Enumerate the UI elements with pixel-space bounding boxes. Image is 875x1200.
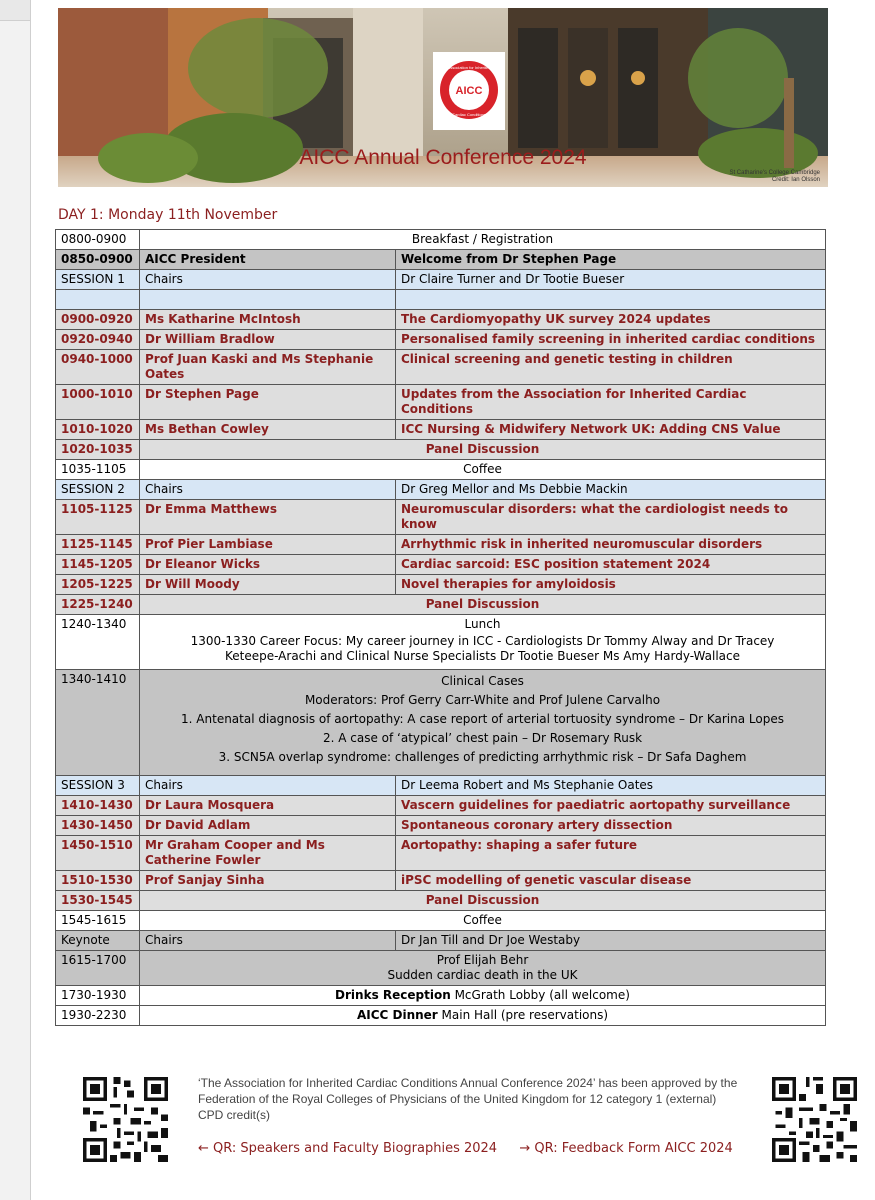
keynote-cell <box>140 951 826 986</box>
table-row <box>56 615 826 670</box>
time-cell: 1020-1035 <box>56 440 140 460</box>
table-row <box>56 1006 826 1026</box>
qr-code-feedback[interactable] <box>772 1077 857 1162</box>
logo-top-text: Association for Inherited <box>447 65 491 70</box>
credit-line-1: St Catharine's College Cambridge <box>729 170 820 176</box>
table-row <box>56 250 826 270</box>
cpd-approval-text: ‘The Association for Inherited Cardiac Conditions Annual Conference 2024’ has been approved by the Federation of the Royal Colleges of Physicians of the United Kingdom for 12 category 1 (external) CPD credit(s) <box>198 1076 738 1122</box>
qr-code-speakers[interactable] <box>83 1077 168 1162</box>
time-cell: 1205-1225 <box>56 575 140 595</box>
speaker-cell: Dr Will Moody <box>140 575 396 595</box>
table-row <box>56 670 826 776</box>
time-cell: 0800-0900 <box>56 230 140 250</box>
credit-line-2: Credit: Ian Olsson <box>771 177 820 183</box>
table-row <box>56 986 826 1006</box>
chairs-names: Dr Jan Till and Dr Joe Westaby <box>396 931 826 951</box>
time-cell: 1010-1020 <box>56 420 140 440</box>
table-row <box>56 816 826 836</box>
time-cell: 1930-2230 <box>56 1006 140 1026</box>
time-cell: 1145-1205 <box>56 555 140 575</box>
chairs-names: Dr Leema Robert and Ms Stephanie Oates <box>396 776 826 796</box>
clinical-cases-cell <box>140 670 826 776</box>
table-row <box>56 310 826 330</box>
session-label: SESSION 1 <box>56 270 140 290</box>
speaker-cell: AICC President <box>140 250 396 270</box>
time-cell: 1430-1450 <box>56 816 140 836</box>
feedback-qr-link[interactable]: → QR: Feedback Form AICC 2024 <box>519 1141 733 1156</box>
time-cell: 1000-1010 <box>56 385 140 420</box>
span-cell: Panel Discussion <box>140 891 826 911</box>
table-row <box>56 836 826 871</box>
dinner-cell <box>140 1006 826 1026</box>
talk-cell: Arrhythmic risk in inherited neuromuscular disorders <box>396 535 826 555</box>
chairs-label: Chairs <box>140 931 396 951</box>
chairs-label: Chairs <box>140 480 396 500</box>
photo-credit <box>729 170 820 184</box>
time-cell: 0850-0900 <box>56 250 140 270</box>
table-row <box>56 440 826 460</box>
day-title: DAY 1: Monday 11th November <box>58 207 278 223</box>
table-row <box>56 575 826 595</box>
table-row <box>56 595 826 615</box>
time-cell: 1615-1700 <box>56 951 140 986</box>
case-item: 2. A case of ‘atypical’ chest pain – Dr Rosemary Rusk <box>322 731 643 745</box>
lunch-cell <box>140 615 826 670</box>
keynote-speaker: Prof Elijah Behr <box>436 953 529 967</box>
time-cell: 1105-1125 <box>56 500 140 535</box>
time-cell: 1410-1430 <box>56 796 140 816</box>
speakers-qr-link[interactable]: ← QR: Speakers and Faculty Biographies 2024 <box>198 1141 498 1156</box>
keynote-header-row <box>56 931 826 951</box>
document-page <box>30 0 875 1200</box>
talk-cell: The Cardiomyopathy UK survey 2024 updates <box>396 310 826 330</box>
time-cell: 1225-1240 <box>56 595 140 615</box>
career-focus-line-2: Keteepe-Arachi and Clinical Nurse Specialists Dr Tootie Bueser Ms Amy Hardy-Wallace <box>224 649 740 663</box>
speaker-cell: Ms Bethan Cowley <box>140 420 396 440</box>
time-cell: 1530-1545 <box>56 891 140 911</box>
table-row <box>56 891 826 911</box>
talk-cell: Updates from the Association for Inherited Cardiac Conditions <box>396 385 826 420</box>
table-row <box>56 796 826 816</box>
talk-cell: Clinical screening and genetic testing in children <box>396 350 826 385</box>
programme-table <box>55 229 826 1026</box>
span-cell: Coffee <box>140 911 826 931</box>
case-item: 3. SCN5A overlap syndrome: challenges of predicting arrhythmic risk – Dr Safa Daghem <box>218 750 747 764</box>
aicc-logo <box>433 52 505 130</box>
span-cell: Panel Discussion <box>140 440 826 460</box>
speaker-cell: Dr Eleanor Wicks <box>140 555 396 575</box>
banner-title: AICC Annual Conference 2024 <box>299 146 587 169</box>
speaker-cell: Dr William Bradlow <box>140 330 396 350</box>
time-cell: 1510-1530 <box>56 871 140 891</box>
time-cell: 1240-1340 <box>56 615 140 670</box>
session-header-row <box>56 776 826 796</box>
talk-cell: Aortopathy: shaping a safer future <box>396 836 826 871</box>
time-cell: 1450-1510 <box>56 836 140 871</box>
session-header-row <box>56 270 826 290</box>
talk-cell: Neuromuscular disorders: what the cardiologist needs to know <box>396 500 826 535</box>
session-header-row <box>56 480 826 500</box>
talk-cell: iPSC modelling of genetic vascular disease <box>396 871 826 891</box>
chairs-label: Chairs <box>140 776 396 796</box>
table-row <box>56 385 826 420</box>
table-row <box>56 460 826 480</box>
time-cell: 0900-0920 <box>56 310 140 330</box>
dinner-label: AICC Dinner <box>356 1008 438 1022</box>
table-row <box>56 230 826 250</box>
chairs-label: Chairs <box>140 270 396 290</box>
speaker-cell: Prof Juan Kaski and Ms Stephanie Oates <box>140 350 396 385</box>
clinical-cases-title: Clinical Cases <box>441 674 524 688</box>
talk-cell: Welcome from Dr Stephen Page <box>396 250 826 270</box>
table-row <box>56 871 826 891</box>
table-row <box>56 350 826 385</box>
time-cell: 0920-0940 <box>56 330 140 350</box>
speaker-cell: Dr Laura Mosquera <box>140 796 396 816</box>
speaker-cell: Prof Sanjay Sinha <box>140 871 396 891</box>
chairs-names: Dr Claire Turner and Dr Tootie Bueser <box>396 270 826 290</box>
case-item: 1. Antenatal diagnosis of aortopathy: A case report of arterial tortuosity syndrome – Dr Karina Lopes <box>181 712 784 726</box>
dinner-location: Main Hall (pre reservations) <box>437 1008 609 1022</box>
keynote-label: Keynote <box>56 931 140 951</box>
talk-cell: Cardiac sarcoid: ESC position statement 2024 <box>396 555 826 575</box>
speaker-cell: Dr Emma Matthews <box>140 500 396 535</box>
table-row <box>56 420 826 440</box>
time-cell: 1035-1105 <box>56 460 140 480</box>
time-cell: 1340-1410 <box>56 670 140 776</box>
time-cell: 0940-1000 <box>56 350 140 385</box>
conference-banner <box>58 8 828 187</box>
table-row <box>56 951 826 986</box>
speaker-cell: Mr Graham Cooper and Ms Catherine Fowler <box>140 836 396 871</box>
speaker-cell: Prof Pier Lambiase <box>140 535 396 555</box>
talk-cell: Novel therapies for amyloidosis <box>396 575 826 595</box>
time-cell: 1545-1615 <box>56 911 140 931</box>
span-cell: Breakfast / Registration <box>140 230 826 250</box>
moderators: Moderators: Prof Gerry Carr-White and Prof Julene Carvalho <box>304 693 661 707</box>
table-row <box>56 500 826 535</box>
qr-links <box>198 1141 733 1156</box>
talk-cell: Spontaneous coronary artery dissection <box>396 816 826 836</box>
logo-bottom-text: Cardiac Conditions <box>452 112 486 117</box>
speaker-cell: Dr Stephen Page <box>140 385 396 420</box>
career-focus-line-1: 1300-1330 Career Focus: My career journey in ICC - Cardiologists Dr Tommy Alway and Dr Tracey <box>190 634 775 648</box>
span-cell: Panel Discussion <box>140 595 826 615</box>
talk-cell: Vascern guidelines for paediatric aortopathy surveillance <box>396 796 826 816</box>
table-row <box>56 911 826 931</box>
time-cell: 1730-1930 <box>56 986 140 1006</box>
chairs-names: Dr Greg Mellor and Ms Debbie Mackin <box>396 480 826 500</box>
drinks-label: Drinks Reception <box>335 988 451 1002</box>
talk-cell: Personalised family screening in inherited cardiac conditions <box>396 330 826 350</box>
session-label: SESSION 3 <box>56 776 140 796</box>
lunch-label: Lunch <box>464 617 501 631</box>
talk-cell: ICC Nursing & Midwifery Network UK: Adding CNS Value <box>396 420 826 440</box>
speaker-cell: Ms Katharine McIntosh <box>140 310 396 330</box>
table-row <box>56 535 826 555</box>
session-label: SESSION 2 <box>56 480 140 500</box>
logo-mid-text: AICC <box>455 85 483 97</box>
drinks-location: McGrath Lobby (all welcome) <box>450 988 630 1002</box>
spacer-row <box>56 290 826 310</box>
time-cell: 1125-1145 <box>56 535 140 555</box>
table-row <box>56 330 826 350</box>
keynote-title: Sudden cardiac death in the UK <box>387 968 578 982</box>
table-row <box>56 555 826 575</box>
speaker-cell: Dr David Adlam <box>140 816 396 836</box>
drinks-cell <box>140 986 826 1006</box>
span-cell: Coffee <box>140 460 826 480</box>
